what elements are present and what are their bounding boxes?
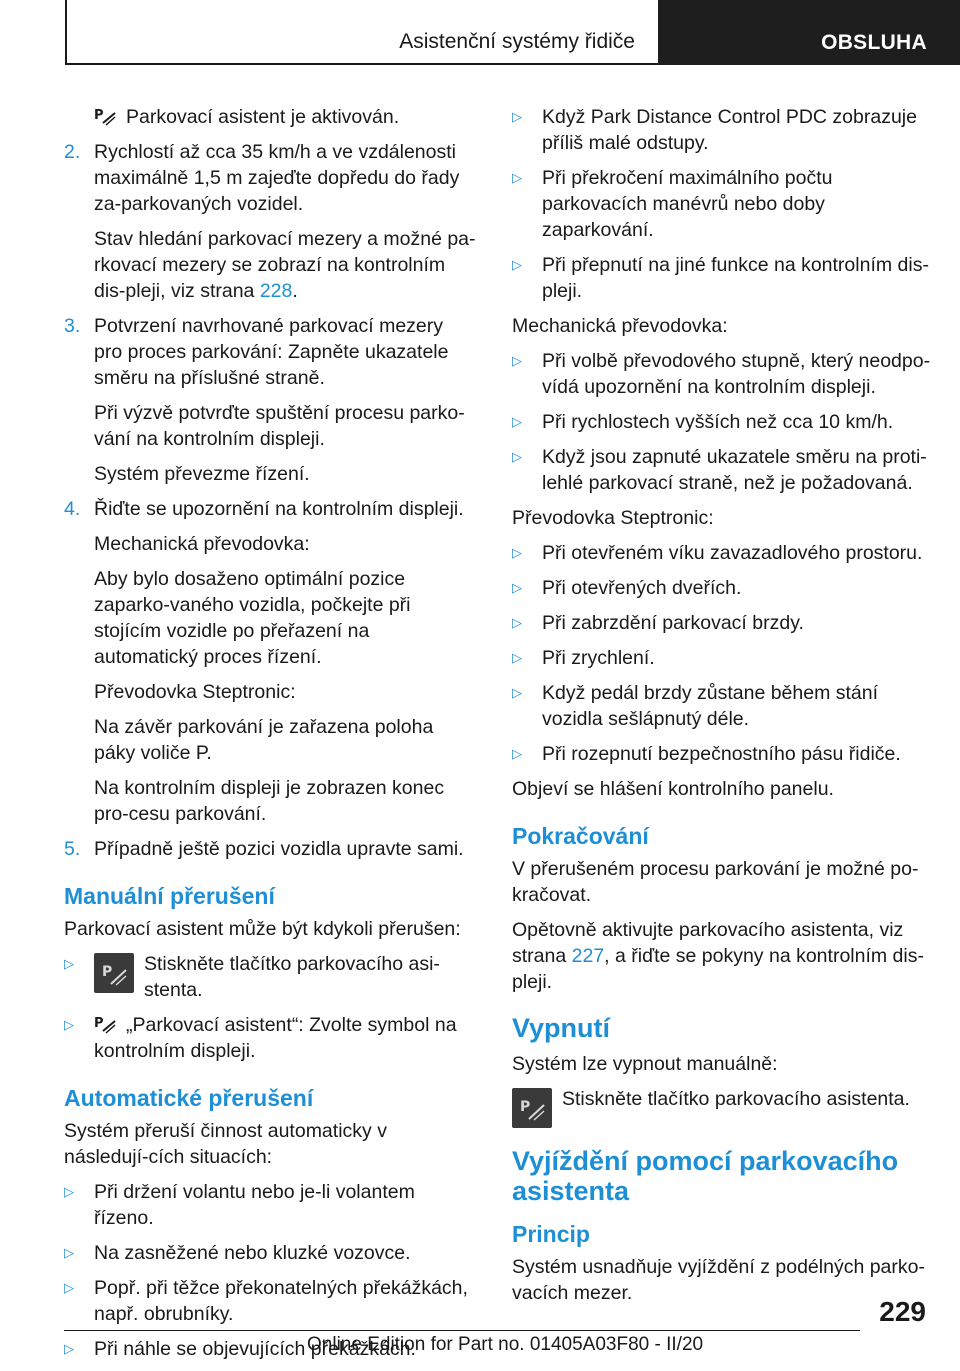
step-text: Případně ještě pozici vozidla upravte sami. [94,838,464,860]
header-divider-vertical [65,0,67,64]
step-text: Mechanická převodovka: [94,533,310,555]
heading-auto-interrupt: Automatické přerušení [64,1085,314,1111]
continue-text: V přerušeném procesu parkování je možné po-kračovat. [512,858,919,906]
bullet-icon: ▷ [512,685,522,700]
list-item: ▷ Při náhle se objevujících překážkách. [64,1338,416,1360]
intro-line: P Parkovací asistent je aktivován. [94,106,400,128]
panel-message: Objeví se hlášení kontrolního panelu. [512,778,834,800]
list-item: ▷ Při otevřeném víku zavazadlového prostoru. [512,542,923,564]
list-item: ▷ Při zabrzdění parkovací brzdy. [512,612,804,634]
bullet-icon: ▷ [512,545,522,560]
parking-assistant-icon [94,1013,116,1035]
chapter-tab [658,0,960,65]
svg-text:P: P [520,1099,531,1115]
svg-text:P: P [102,964,113,980]
heading-continue: Pokračování [512,823,649,849]
bullet-icon: ▷ [512,353,522,368]
heading-exit-parking: Vyjíždění pomocí parkovacího asistenta [512,1146,899,1206]
list-item: ▷ Když pedál brzdy zůstane během stání vozidla sešlápnutý déle. [512,682,879,730]
list-item: ▷ Při volbě převodového stupně, který neodpo-vídá upozornění na kontrolním displeji. [512,350,931,398]
step-text: Rychlostí až cca 35 km/h a ve vzdálenosti maximálně 1,5 m zajeďte dopředu do řady za-parkovaných vozidel. [94,141,460,215]
bullet-icon: ▷ [512,109,522,124]
step-number: 2. [64,141,81,163]
principle-text: Systém usnadňuje vyjíždění z podélných parko-vacích mezer. [512,1256,925,1304]
list-item: ▷ Na zasněžené nebo kluzké vozovce. [64,1242,411,1264]
list-item: ▷ Při překročení maximálního počtu parkovacích manévrů nebo doby zaparkování. [512,167,833,241]
step-text: Stav hledání parkovací mezery a možné pa-rkovací mezery se zobrazí na kontrolním dis-pleji, viz strana 228. [94,228,476,302]
step-4 [64,496,476,827]
footer-edition: Online Edition for Part no. 01405A03F80 - II/20 [307,1334,704,1355]
step-text: Systém převezme řízení. [94,463,310,485]
bullet-icon: ▷ [64,1245,74,1260]
bullet-icon: ▷ [512,746,522,761]
parking-assistant-button-icon [94,953,134,993]
step-text: Potvrzení navrhované parkovací mezery pro proces parkování: Zapněte ukazatele směru na příslušné straně. [94,315,449,389]
list-item: ▷ Při rozepnutí bezpečnostního pásu řidiče. [512,743,901,765]
list-item: ▷ P „Parkovací asistent“: Zvolte symbol na kontrolním displeji. [64,1014,457,1062]
step-text: Převodovka Steptronic: [94,681,296,703]
list-item: ▷ Při rychlostech vyšších než cca 10 km/h. [512,411,894,433]
list-item: ▷ Při otevřených dveřích. [512,577,742,599]
list-item: ▷ Při držení volantu nebo je-li volantem řízeno. [64,1181,415,1229]
step-text: Na závěr parkování je zařazena poloha páky voliče P. [94,716,434,764]
footer-divider [64,1330,860,1331]
bullet-icon: ▷ [512,170,522,185]
bullet-icon: ▷ [64,1017,74,1032]
continue-text: Opětovně aktivujte parkovacího asistenta, viz strana 227, a řiďte se pokyny na kontrolním dis-pleji. [512,919,924,993]
right-column [512,104,932,1315]
step-number: 4. [64,498,81,520]
bullet-icon: ▷ [512,580,522,595]
bullet-icon: ▷ [64,1280,74,1295]
step-text: Řiďte se upozornění na kontrolním displeji. [94,498,464,520]
steptronic-label: Převodovka Steptronic: [512,507,714,529]
list-item: ▷ Když Park Distance Control PDC zobrazuje příliš malé odstupy. [512,106,917,154]
step-text: Aby bylo dosaženo optimální pozice zaparko-vaného vozidla, počkejte při stojícím vozidle po přeřazení na automatický proces řízení. [94,568,411,668]
list-item: ▷ Když jsou zapnuté ukazatele směru na proti-lehlé parkovací straně, než je požadovaná. [512,446,927,494]
step-text: Na kontrolním displeji je zobrazen konec pro-cesu parkování. [94,777,445,825]
bullet-icon: ▷ [64,1341,74,1356]
switch-off-text: Systém lze vypnout manuálně: [512,1053,778,1075]
bullet-icon: ▷ [64,956,74,971]
page-header [0,0,960,66]
heading-manual-interrupt: Manuální přerušení [64,883,275,909]
page-number: 229 [879,1296,926,1327]
bullet-icon: ▷ [512,650,522,665]
step-text: Při výzvě potvrďte spuštění procesu parko-vání na kontrolním displeji. [94,402,465,450]
list-item: ▷ Při zrychlení. [512,647,655,669]
step-3 [64,313,476,487]
step-number: 5. [64,838,81,860]
bullet-icon: ▷ [512,257,522,272]
page-link-227[interactable]: 227 [571,945,605,967]
step-2 [64,139,476,304]
mech-label: Mechanická převodovka: [512,315,728,337]
svg-text:P: P [94,1016,104,1031]
page-link-228[interactable]: 228 [259,280,293,302]
left-column [64,104,476,1371]
step-number: 3. [64,315,81,337]
svg-text:P: P [94,108,104,123]
manual-intro: Parkovací asistent může být kdykoli přerušen: [64,918,461,940]
list-item: ▷ Při přepnutí na jiné funkce na kontrolním dis-pleji. [512,254,929,302]
bullet-icon: ▷ [64,1184,74,1199]
heading-switch-off: Vypnutí [512,1013,610,1043]
section-title: Asistenční systémy řidiče [399,30,635,53]
chapter-tab-label: OBSLUHA [821,31,927,54]
auto-intro: Systém přeruší činnost automaticky v následují-cích situacích: [64,1120,387,1168]
list-item: ▷ P Stiskněte tlačítko parkovacího asi-stenta. [64,953,440,1001]
bullet-icon: ▷ [512,615,522,630]
heading-principle: Princip [512,1221,590,1247]
switch-off-instruction: P Stiskněte tlačítko parkovacího asistenta. [512,1086,932,1128]
list-item: ▷ Popř. při těžce překonatelných překážkách, např. obrubníky. [64,1277,468,1325]
step-5 [64,836,476,862]
parking-assistant-button-icon [512,1088,552,1128]
parking-assistant-icon [94,105,116,127]
bullet-icon: ▷ [512,414,522,429]
bullet-icon: ▷ [512,449,522,464]
